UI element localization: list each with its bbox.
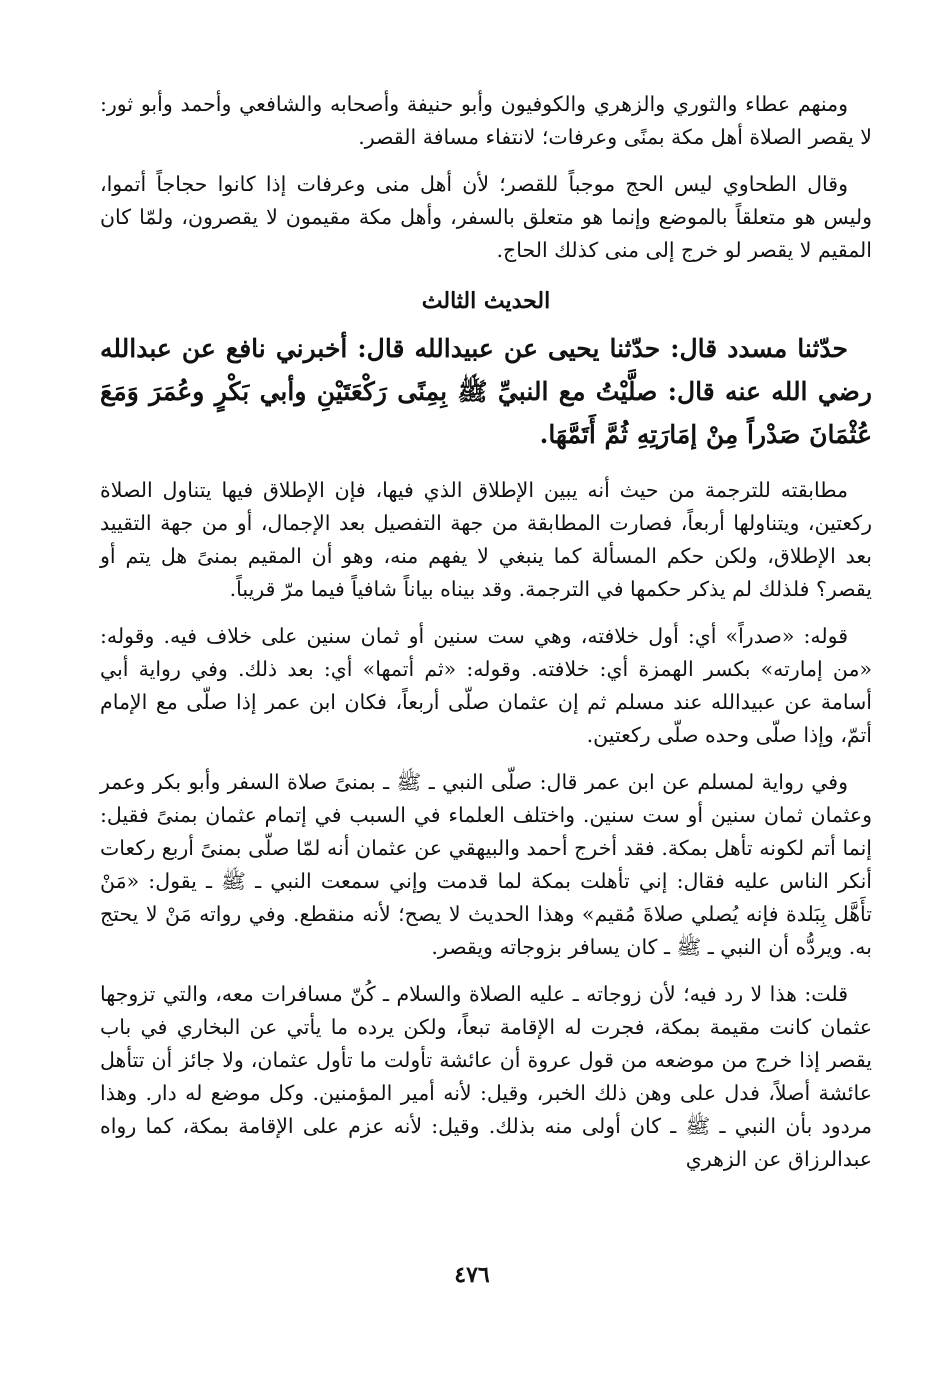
hadith-text: حدّثنا مسدد قال: حدّثنا يحيى عن عبيدالله قال: أخبرني نافع عن عبدالله رضي الله عنه قال: صلَّيْتُ مع النبيِّ ﷺ بِمِنًى رَكْعَتَيْنِ وأبي بَكْرٍ وعُمَرَ وَمَعَ عُثْمَانَ صَدْراً مِنْ إمَارَتِهِ ثُمَّ أَتَمَّهَا. (100, 334, 872, 449)
paragraph-commentary-title-match: مطابقته للترجمة من حيث أنه يبين الإطلاق الذي فيها، فإن الإطلاق فيها يتناول الصلاة ركعتين، ويتناولها أربعاً، فصارت المطابقة من جهة التفصيل بعد الإجمال، أو من جهة التقييد بعد الإطلاق، ولكن حكم المسألة كما ينبغي لا يفهم منه، وهو أن المقيم بمنىً هل يتم أو يقصر؟ فلذلك لم يذكر حكمها في الترجمة. وقد بيناه بياناً شافياً فيما مرّ قريباً. (100, 478, 872, 601)
paragraph-commentary-response: قلت: هذا لا رد فيه؛ لأن زوجاته ـ عليه الصلاة والسلام ـ كُنّ مسافرات معه، والتي تزوجها عثمان كانت مقيمة بمكة، فجرت له الإقامة تبعاً، ولكن يرده ما يأتي عن البخاري في باب يقصر إذا خرج من موضعه من قول عروة أن عائشة تأولت ما تأول عثمان، ولا جائز أن تتأهل عائشة أصلاً، فدل على وهن ذلك الخبر، وقيل: لأنه أمير المؤمنين. وكل موضع له دار. وهذا مردود بأن النبي ـ ﷺ ـ كان أولى منه بذلك. وقيل: لأنه عزم على الإقامة بمكة، كما رواه عبدالرزاق عن الزهري (100, 982, 872, 1171)
paragraph-tahawi-opinion: وقال الطحاوي ليس الحج موجباً للقصر؛ لأن أهل منى وعرفات إذا كانوا حجاجاً أتموا، وليس هو متعلقاً بالموضع وإنما هو متعلق بالسفر، وأهل مكة مقيمون لا يقصرون، ولمّا كان المقيم لا يقصر لو خرج إلى منى كذلك الحاج. (100, 172, 872, 262)
paragraph-commentary-narrations: وفي رواية لمسلم عن ابن عمر قال: صلّى النبي ـ ﷺ ـ بمنىً صلاة السفر وأبو بكر وعمر وعثمان ثمان سنين أو ست سنين. واختلف العلماء في السبب في إتمام عثمان بمنىً فقيل: إنما أتم لكونه تأهل بمكة. فقد أخرج أحمد والبيهقي عن عثمان أنه لمّا صلّى بمنىً أربع ركعات أنكر الناس عليه فقال: إني تأهلت بمكة لما قدمت وإني سمعت النبي ـ ﷺ ـ يقول: «مَنْ تأَهَّل بِبَلدة فإنه يُصلي صلاةَ مُقيم» وهذا الحديث لا يصح؛ لأنه منقطع. وفي رواته مَنْ لا يحتج به. ويردُّه أن النبي ـ ﷺ ـ كان يسافر بزوجاته ويقصر. (100, 770, 872, 959)
page-number: ٤٧٦ (454, 1262, 490, 1288)
paragraph-commentary-words: قوله: «صدراً» أي: أول خلافته، وهي ست سنين أو ثمان سنين على خلاف فيه. وقوله: «من إمارته» بكسر الهمزة أي: خلافته. وقوله: «ثم أتمها» أي: بعد ذلك. وفي رواية أبي أسامة عن عبيدالله عند مسلم ثم إن عثمان صلّى أربعاً، فكان ابن عمر إذا صلّى مع الإمام أتمّ، وإذا صلّى وحده صلّى ركعتين. (100, 624, 872, 747)
section-heading: الحديث الثالث (421, 288, 551, 314)
paragraph-scholars-opinion: ومنهم عطاء والثوري والزهري والكوفيون وأبو حنيفة وأصحابه والشافعي وأحمد وأبو ثور: لا يقصر الصلاة أهل مكة بمنًى وعرفات؛ لانتفاء مسافة القصر. (100, 92, 872, 149)
